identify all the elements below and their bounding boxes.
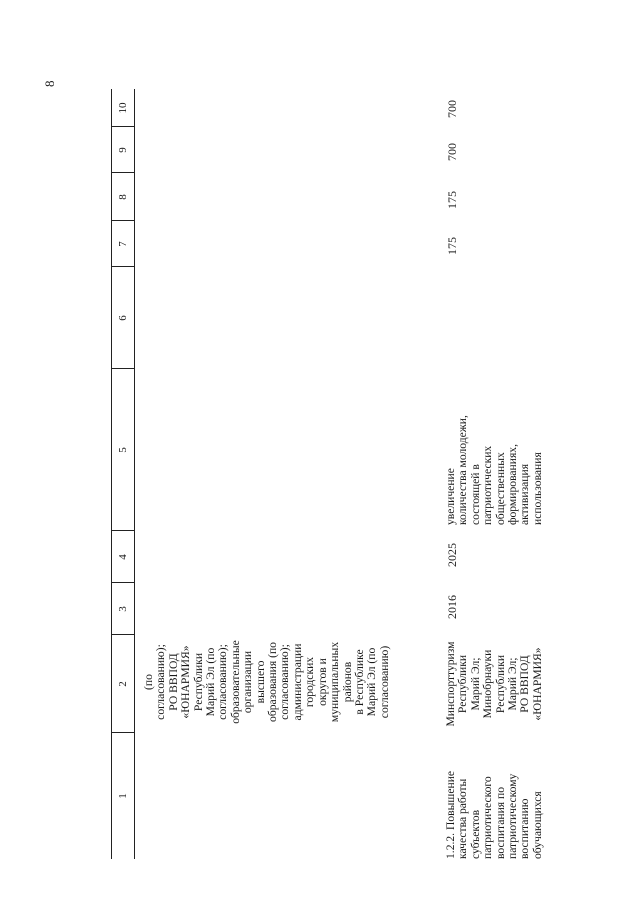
end-year-cell: 2025 (445, 543, 459, 567)
executors-cell: Минспорттуризм Республики Марий Эл; Минобрнауки Республики Марий Эл; РО ВВПОД «ЮНАРМИЯ» (444, 641, 544, 727)
header-col-2: 2 (117, 681, 129, 687)
header-col-7: 7 (117, 241, 129, 247)
result-cell: увеличение количества молодежи, состоящей в патриотических общественных формированиях, активизация использования (444, 415, 544, 525)
col7-value-cell: 175 (445, 237, 459, 255)
col8-value-cell: 175 (445, 191, 459, 209)
header-col-8: 8 (117, 194, 129, 200)
page-number: 8 (42, 80, 57, 87)
start-year-cell: 2016 (445, 595, 459, 619)
header-col-1: 1 (117, 793, 129, 799)
header-bottom-border (134, 89, 135, 859)
header-col-4: 4 (117, 554, 129, 560)
col9-value-cell: 700 (445, 143, 459, 161)
header-col-9: 9 (117, 147, 129, 153)
continued-executors-cell: (по согласованию); РО ВВПОД «ЮНАРМИЯ» Республики Марий Эл (по согласованию); образовательные организации высшего образования (по согласованию); администрации городских округов и муниципальных районов в Республике Марий Эл (по согласованию) (142, 640, 391, 724)
measure-cell: 1.2.2. Повышение качества работы субъектов патриотического воспитания по патриотическому воспитанию обучающихся (444, 770, 544, 859)
header-col-10: 10 (117, 102, 129, 114)
header-col-3: 3 (117, 606, 129, 612)
header-col-5: 5 (117, 447, 129, 453)
col10-value-cell: 700 (445, 100, 459, 118)
header-col-6: 6 (117, 315, 129, 321)
